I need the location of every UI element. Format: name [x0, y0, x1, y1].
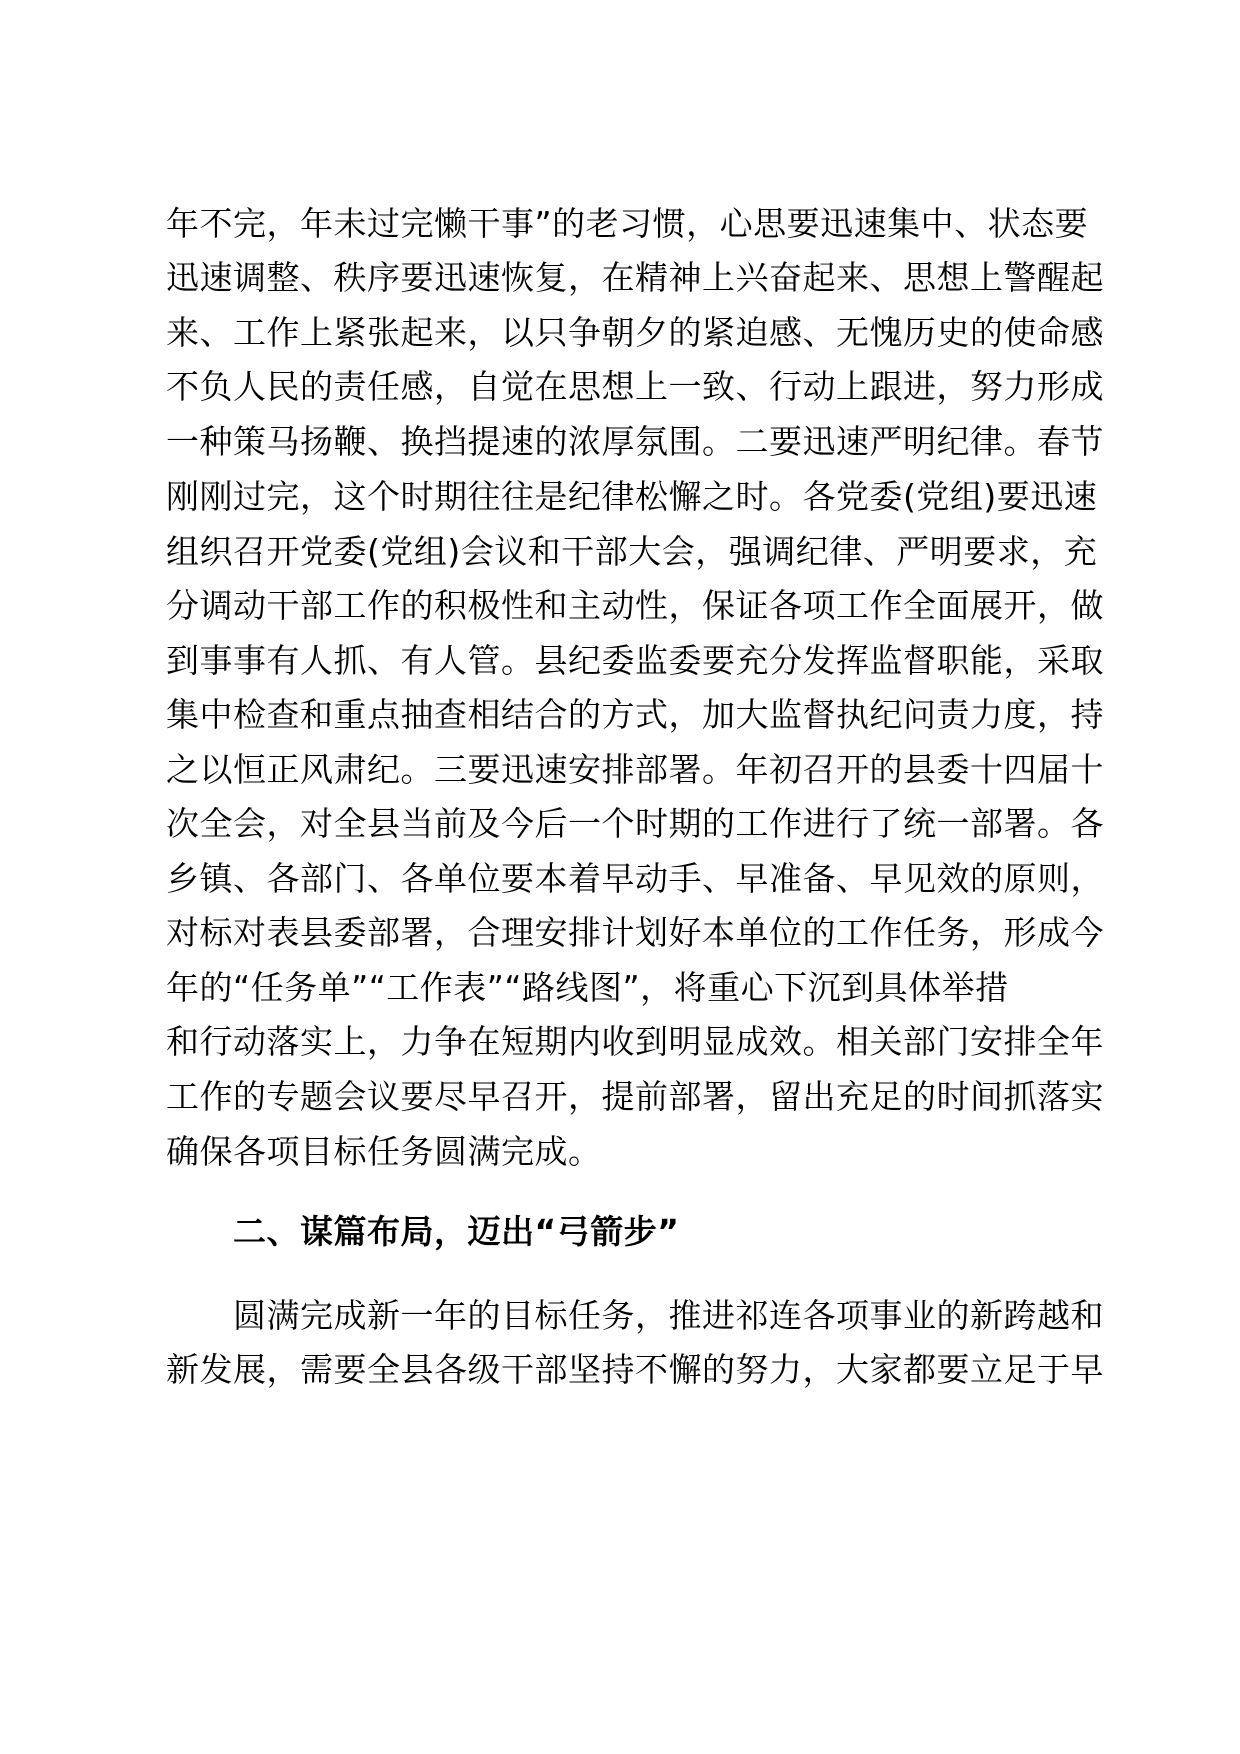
body-text-line: 圆满完成新一年的目标任务，推进祁连各项事业的新跨越和 [233, 1296, 1104, 1335]
body-text-line: 工作的专题会议要尽早召开，提前部署，留出充足的时间抓落实 [166, 1077, 1104, 1116]
body-text-line: 对标对表县委部署，合理安排计划好本单位的工作任务，形成今 [166, 913, 1104, 952]
body-text-line: 刚刚过完，这个时期往往是纪律松懈之时。各党委(党组)要迅速 [166, 477, 1098, 516]
body-text-line: 不负人民的责任感，自觉在思想上一致、行动上跟进，努力形成 [166, 367, 1104, 406]
section-heading: 二、谋篇布局，迈出“弓箭步” [233, 1212, 680, 1251]
body-text-line: 分调动干部工作的积极性和主动性，保证各项工作全面展开，做 [166, 586, 1104, 625]
body-text-line: 次全会，对全县当前及今后一个时期的工作进行了统一部署。各 [166, 804, 1104, 843]
body-text-line: 和行动落实上，力争在短期内收到明显成效。相关部门安排全年 [166, 1022, 1104, 1061]
body-text-line: 新发展，需要全县各级干部坚持不懈的努力，大家都要立足于早 [166, 1350, 1104, 1389]
body-text-line: 集中检查和重点抽查相结合的方式，加大监督执纪问责力度，持 [166, 695, 1104, 734]
body-text-line: 年的“任务单”“工作表”“路线图”，将重心下沉到具体举措 [166, 968, 1009, 1007]
body-text-line: 之以恒正风肃纪。三要迅速安排部署。年初召开的县委十四届十 [166, 750, 1104, 789]
body-text-line: 一种策马扬鞭、换挡提速的浓厚氛围。二要迅速严明纪律。春节 [166, 422, 1104, 461]
body-text-line: 来、工作上紧张起来，以只争朝夕的紧迫感、无愧历史的使命感 [166, 313, 1104, 352]
body-text-line: 到事事有人抓、有人管。县纪委监委要充分发挥监督职能，采取 [166, 641, 1104, 680]
body-text-line: 组织召开党委(党组)会议和干部大会，强调纪律、严明要求，充 [166, 532, 1098, 571]
body-text-line: 迅速调整、秩序要迅速恢复，在精神上兴奋起来、思想上警醒起 [166, 258, 1104, 297]
body-text-line: 确保各项目标任务圆满完成。 [166, 1132, 602, 1171]
body-text-line: 乡镇、各部门、各单位要本着早动手、早准备、早见效的原则， [166, 859, 1104, 898]
body-text-line: 年不完，年未过完懒干事”的老习惯，心思要迅速集中、状态要 [166, 204, 1089, 243]
